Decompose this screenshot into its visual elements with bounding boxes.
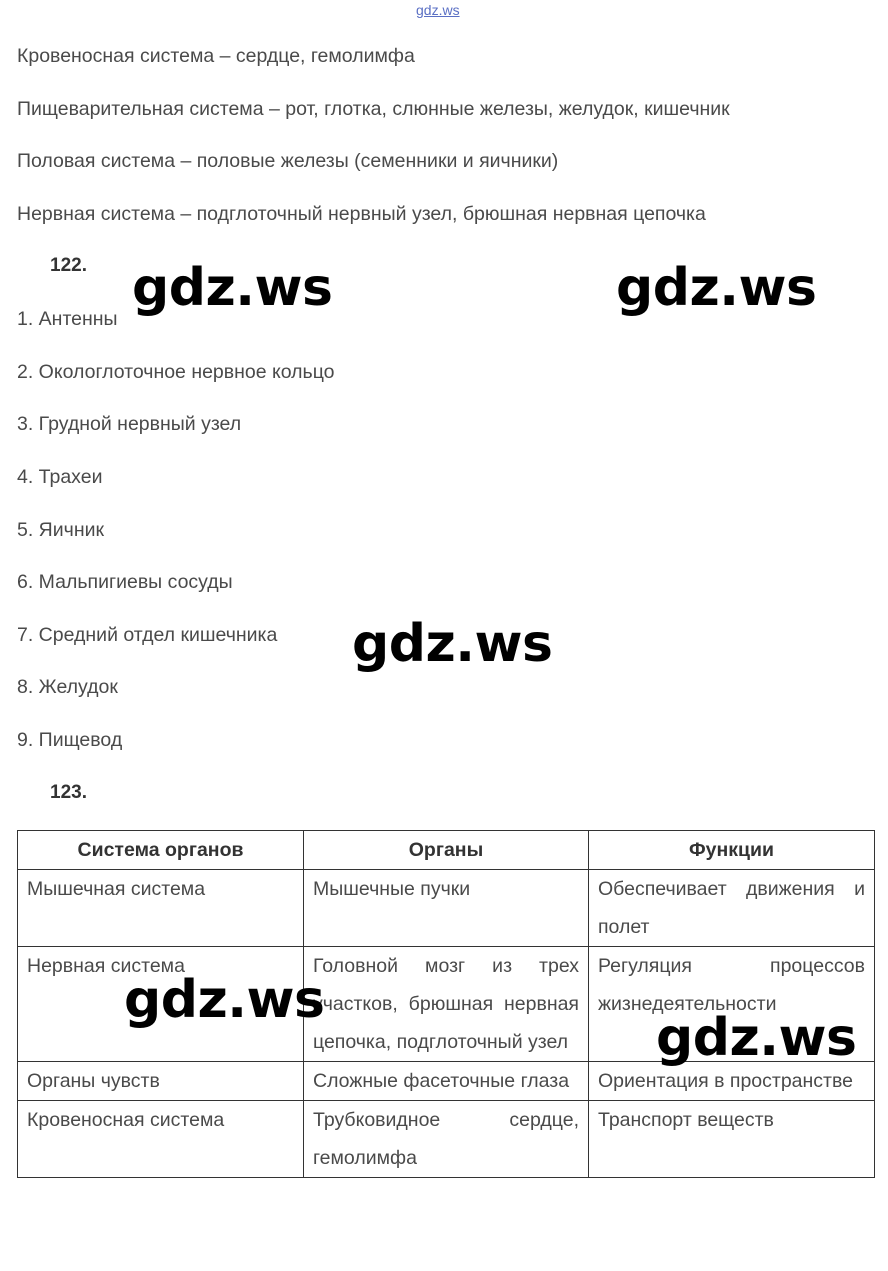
intro-line: Кровеносная система – сердце, гемолимфа	[17, 45, 415, 67]
intro-line: Половая система – половые железы (семенники и яичники)	[17, 150, 559, 172]
section-heading-122: 122.	[50, 255, 87, 276]
watermark-text: gdz.ws	[616, 258, 817, 318]
list-item: 5. Яичник	[17, 519, 105, 541]
intro-line: Нервная система – подглоточный нервный узел, брюшная нервная цепочка	[17, 203, 706, 225]
list-item: 4. Трахеи	[17, 466, 103, 488]
intro-line: Пищеварительная система – рот, глотка, слюнные железы, желудок, кишечник	[17, 98, 730, 120]
site-watermark-link[interactable]: gdz.ws	[416, 2, 460, 18]
list-item: 7. Средний отдел кишечника	[17, 624, 278, 646]
table-cell: Кровеносная система	[18, 1101, 304, 1178]
watermark-text: gdz.ws	[656, 1008, 857, 1068]
table-cell: Нервная система	[18, 947, 304, 1062]
watermark-text: gdz.ws	[132, 258, 333, 318]
table-row	[18, 1101, 875, 1178]
table-cell: Мышечная система	[18, 870, 304, 947]
column-header: Система органов	[18, 831, 304, 870]
table-cell: Трубковидное сердце, гемолимфа	[304, 1101, 589, 1178]
table-cell: Регуляция процессов жизнедеятельности	[589, 947, 875, 1062]
section-heading-123: 123.	[50, 782, 87, 803]
table-cell: Мышечные пучки	[304, 870, 589, 947]
table-cell: Транспорт веществ	[589, 1101, 875, 1178]
list-item: 8. Желудок	[17, 676, 118, 698]
list-item: 3. Грудной нервный узел	[17, 413, 242, 435]
list-item: 1. Антенны	[17, 308, 118, 330]
watermark-text: gdz.ws	[352, 614, 553, 674]
table-cell: Сложные фасеточные глаза	[304, 1062, 589, 1101]
column-header: Функции	[589, 831, 875, 870]
table-cell: Ориентация в пространстве	[589, 1062, 875, 1101]
watermark-text: gdz.ws	[124, 970, 325, 1030]
table-cell: Органы чувств	[18, 1062, 304, 1101]
table-cell: Обеспечивает движения и полет	[589, 870, 875, 947]
table-row	[18, 870, 875, 947]
table-header-row	[18, 831, 875, 870]
column-header: Органы	[304, 831, 589, 870]
list-item: 2. Окологлоточное нервное кольцо	[17, 361, 335, 383]
table-cell: Головной мозг из трех участков, брюшная нервная цепочка, подглоточный узел	[304, 947, 589, 1062]
list-item: 9. Пищевод	[17, 729, 123, 751]
list-item: 6. Мальпигиевы сосуды	[17, 571, 233, 593]
